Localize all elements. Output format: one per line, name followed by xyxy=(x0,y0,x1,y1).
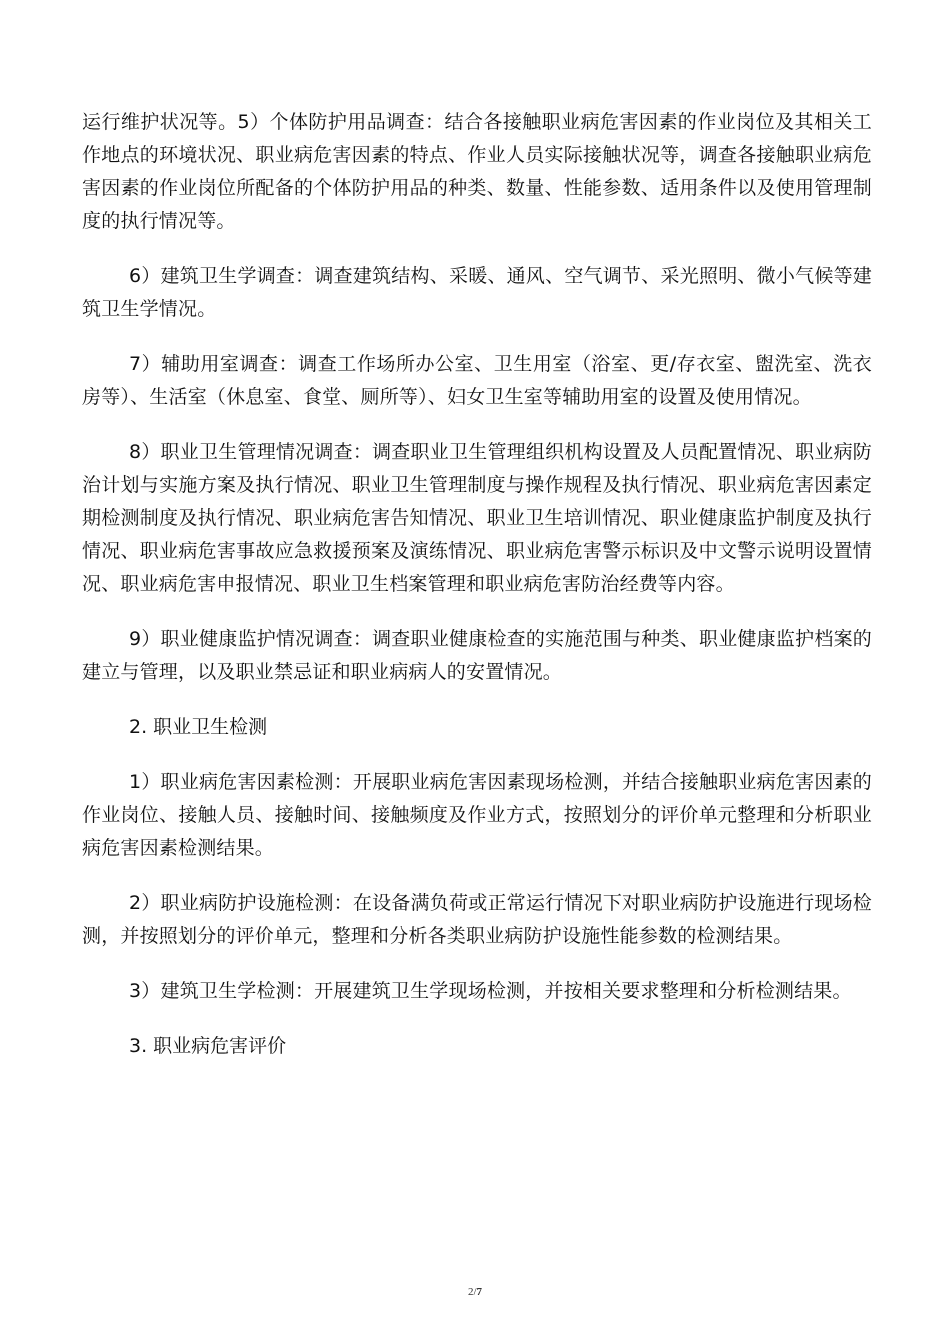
paragraph-building-hygiene-testing: 3）建筑卫生学检测：开展建筑卫生学现场检测，并按相关要求整理和分析检测结果。 xyxy=(129,980,852,1002)
section-heading-testing: 2. 职业卫生检测 xyxy=(129,716,268,738)
paragraph-ppe-survey-continued: 运行维护状况等。5）个体防护用品调查：结合各接触职业病危害因素的作业岗位及其相关工作地点的环境状况、职业病危害因素的特点、作业人员实际接触状况等，调查各接触职业病危害因素的作业岗位所配备的个体防护用品的种类、数量、性能参数、适用条件以及使用管理制度的执行情况等。 xyxy=(82,111,872,232)
page-number xyxy=(0,1286,950,1298)
paragraph-auxiliary-rooms-survey: 7）辅助用室调查：调查工作场所办公室、卫生用室（浴室、更/存衣室、盥洗室、洗衣房等）、生活室（休息室、食堂、厕所等）、妇女卫生室等辅助用室的设置及使用情况。 xyxy=(82,353,872,408)
paragraph-health-surveillance-survey: 9）职业健康监护情况调查：调查职业健康检查的实施范围与种类、职业健康监护档案的建立与管理，以及职业禁忌证和职业病病人的安置情况。 xyxy=(82,628,872,683)
paragraph-management-survey: 8）职业卫生管理情况调查：调查职业卫生管理组织机构设置及人员配置情况、职业病防治计划与实施方案及执行情况、职业卫生管理制度与操作规程及执行情况、职业病危害因素定期检测制度及执行情况、职业病危害告知情况、职业卫生培训情况、职业健康监护制度及执行情况、职业病危害事故应急救援预案及演练情况、职业病危害警示标识及中文警示说明设置情况、职业病危害申报情况、职业卫生档案管理和职业病危害防治经费等内容。 xyxy=(82,441,872,595)
document-body xyxy=(82,106,872,1085)
page-number-current: 2/ xyxy=(467,1286,477,1298)
paragraph-building-hygiene-survey: 6）建筑卫生学调查：调查建筑结构、采暖、通风、空气调节、采光照明、微小气候等建筑卫生学情况。 xyxy=(82,265,872,320)
paragraph-protective-facility-testing: 2）职业病防护设施检测：在设备满负荷或正常运行情况下对职业病防护设施进行现场检测，并按照划分的评价单元，整理和分析各类职业病防护设施性能参数的检测结果。 xyxy=(82,892,872,947)
section-heading-evaluation: 3. 职业病危害评价 xyxy=(129,1035,287,1057)
page-number-total: 7 xyxy=(476,1286,483,1298)
paragraph-hazard-factor-testing: 1）职业病危害因素检测：开展职业病危害因素现场检测，并结合接触职业病危害因素的作业岗位、接触人员、接触时间、接触频度及作业方式，按照划分的评价单元整理和分析职业病危害因素检测结果。 xyxy=(82,771,872,859)
